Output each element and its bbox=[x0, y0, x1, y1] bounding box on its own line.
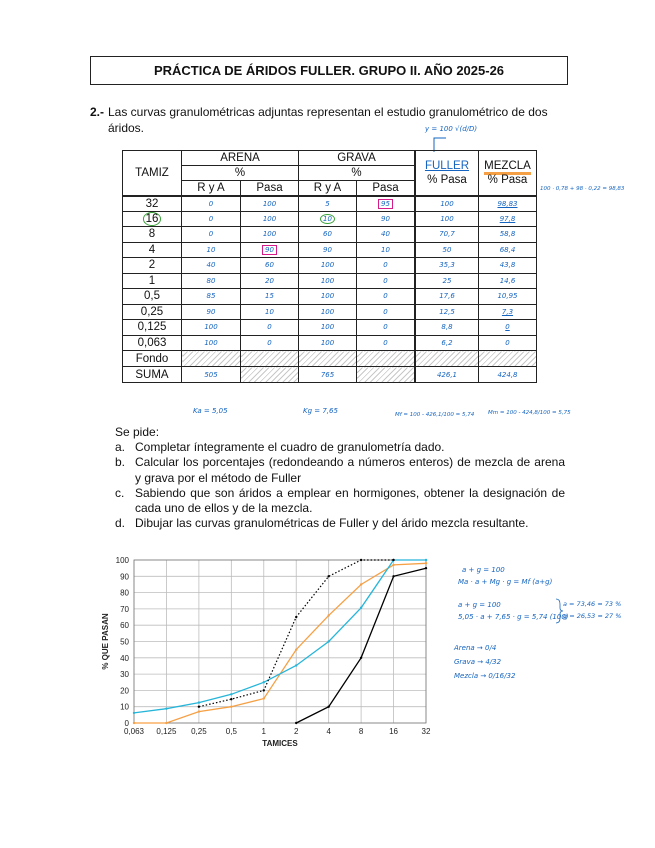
arena-pasa-cell-value: 100 bbox=[262, 214, 277, 223]
data-point bbox=[263, 681, 265, 683]
x-tick-label: 0,5 bbox=[225, 727, 237, 736]
x-axis-label: TAMICES bbox=[262, 739, 298, 748]
grava-pasa-cell-value: 0 bbox=[383, 261, 388, 270]
arena-pasa-cell-value: 20 bbox=[265, 276, 274, 285]
mezcla-cell-value: 14,6 bbox=[499, 276, 516, 285]
data-point bbox=[230, 698, 232, 700]
arena-rya-cell-value: 0 bbox=[208, 199, 214, 208]
data-point bbox=[360, 607, 362, 609]
header-tamiz: TAMIZ bbox=[123, 151, 182, 196]
arena-rya-cell-value: 100 bbox=[204, 323, 218, 332]
mezcla-cell-value: 58,8 bbox=[499, 230, 516, 239]
grava-pasa-cell bbox=[357, 258, 416, 274]
fuller-cell bbox=[415, 335, 479, 351]
arena-rya-cell-value: 0 bbox=[208, 214, 214, 223]
grava-rya-cell bbox=[299, 304, 357, 320]
question-text: Las curvas granulométricas adjuntas representan el estudio granulométrico de dos áridos. bbox=[108, 105, 548, 135]
arena-pasa-cell bbox=[241, 211, 299, 227]
grava-rya-cell-value: 100 bbox=[320, 338, 335, 347]
data-point bbox=[263, 697, 265, 699]
grava-pasa-cell-value: 0 bbox=[383, 307, 388, 316]
eq4-note: 5,05 · a + 7,65 · g = 5,74 (100) bbox=[458, 613, 569, 621]
data-point bbox=[295, 664, 297, 666]
page-title: PRÁCTICA DE ÁRIDOS FULLER. GRUPO II. AÑO 2025-26 bbox=[90, 56, 568, 85]
data-point bbox=[133, 712, 135, 714]
grava-pasa-cell bbox=[357, 196, 416, 212]
grava-rya-cell-value: 10 bbox=[320, 214, 335, 224]
granulometric-chart bbox=[100, 548, 450, 758]
fuller-cell bbox=[415, 273, 479, 289]
grava-pasa-cell-value: 95 bbox=[381, 199, 390, 208]
x-tick-label: 4 bbox=[326, 727, 331, 736]
data-point bbox=[263, 689, 265, 691]
grava-pasa-header: Pasa bbox=[357, 181, 416, 196]
arena-rya-cell bbox=[182, 273, 241, 289]
task-label: b. bbox=[115, 455, 126, 470]
arena-pasa-header: Pasa bbox=[241, 181, 299, 196]
series-line-fuller bbox=[134, 560, 426, 713]
data-point bbox=[230, 706, 232, 708]
data-point bbox=[327, 614, 329, 616]
fuller-formula-note: y = 100 √(d/D) bbox=[425, 125, 478, 133]
arena-pasa-cell bbox=[241, 320, 299, 336]
mezcla-cell-value: 10,95 bbox=[497, 292, 518, 301]
arena-rya-cell bbox=[182, 258, 241, 274]
mezcla-cell-value: 98,83 bbox=[497, 199, 518, 208]
fuller-cell bbox=[415, 211, 479, 227]
data-point bbox=[425, 562, 427, 564]
ka-note: Ka = 5,05 bbox=[193, 407, 228, 415]
y-tick-label: 40 bbox=[120, 653, 129, 663]
arena-rya-cell bbox=[182, 335, 241, 351]
table-row bbox=[123, 242, 537, 258]
task-text: Dibujar las curvas granulométricas de Fuller y del árido mezcla resultante. bbox=[135, 516, 529, 531]
task-text: Completar íntegramente el cuadro de granulometría dado. bbox=[135, 440, 445, 454]
y-tick-label: 90 bbox=[120, 572, 129, 582]
fondo-hatch bbox=[182, 351, 241, 367]
mezcla-cell bbox=[479, 304, 537, 320]
y-tick-label: 100 bbox=[115, 556, 129, 565]
suma-hatch bbox=[241, 367, 299, 383]
fuller-cell-value: 17,6 bbox=[439, 292, 455, 301]
mezcla-cell bbox=[479, 335, 537, 351]
header-grava: GRAVA bbox=[299, 151, 416, 166]
fuller-cell-value: 50 bbox=[442, 245, 452, 254]
tamiz-cell bbox=[123, 273, 182, 289]
arena-rya-cell bbox=[182, 320, 241, 336]
tamiz-cell bbox=[123, 320, 182, 336]
grava-pasa-cell-value: 0 bbox=[383, 323, 388, 332]
data-point bbox=[392, 559, 394, 561]
arena-pasa-cell-value: 60 bbox=[265, 261, 274, 270]
tamiz-cell-value: 0,125 bbox=[137, 321, 167, 334]
grava-pasa-cell bbox=[357, 242, 416, 258]
arena-pasa-cell bbox=[241, 242, 299, 258]
grava-pasa-cell bbox=[357, 335, 416, 351]
granulometry-table bbox=[122, 150, 537, 383]
series-line-arena bbox=[134, 563, 426, 723]
eq3-note: a + g = 100 bbox=[458, 601, 501, 609]
arena-rya-cell-value: 100 bbox=[204, 338, 218, 347]
arena-rya-cell bbox=[182, 227, 241, 243]
mezcla-cell-value: 7,3 bbox=[501, 307, 514, 316]
x-tick-label: 0,25 bbox=[191, 727, 207, 736]
data-point bbox=[327, 640, 329, 642]
arena-pasa-cell bbox=[241, 273, 299, 289]
task-label: d. bbox=[115, 516, 126, 531]
suma-grava: 765 bbox=[299, 367, 357, 383]
table-row bbox=[123, 304, 537, 320]
grava-pasa-cell bbox=[357, 273, 416, 289]
arena-pasa-cell bbox=[241, 196, 299, 212]
grava-rya-cell-value: 100 bbox=[320, 307, 335, 316]
arena-pasa-cell-value: 0 bbox=[267, 338, 272, 347]
grava-rya-cell-value: 100 bbox=[320, 276, 335, 285]
grava-percent: % bbox=[299, 166, 416, 181]
grava-rya-cell bbox=[299, 320, 357, 336]
tamiz-cell-value: 0,5 bbox=[144, 290, 160, 303]
table-row bbox=[123, 227, 537, 243]
x-tick-label: 32 bbox=[421, 727, 431, 736]
arena-percent: % bbox=[182, 166, 299, 181]
tamiz-cell bbox=[123, 258, 182, 274]
tamiz-cell-value: 0,25 bbox=[140, 305, 164, 318]
grava-rya-cell-value: 5 bbox=[325, 199, 330, 208]
suma-arena: 505 bbox=[182, 367, 241, 383]
arena-rya-cell-value: 10 bbox=[206, 245, 216, 254]
designation-mezcla: Mezcla → 0/16/32 bbox=[454, 672, 516, 680]
mezcla-cell-value: 97,8 bbox=[499, 214, 516, 223]
data-point bbox=[295, 616, 297, 618]
data-point bbox=[425, 567, 427, 569]
header-fuller bbox=[415, 151, 479, 196]
mezcla-cell-value: 0 bbox=[505, 338, 510, 347]
y-tick-label: 50 bbox=[120, 637, 129, 647]
fuller-cell bbox=[415, 289, 479, 305]
mezcla-cell bbox=[479, 227, 537, 243]
grava-rya-cell bbox=[299, 211, 357, 227]
data-point bbox=[327, 575, 329, 577]
fondo-hatch bbox=[479, 351, 537, 367]
data-point bbox=[295, 722, 297, 724]
data-point bbox=[392, 564, 394, 566]
header-mezcla bbox=[479, 151, 537, 196]
data-point bbox=[198, 710, 200, 712]
tamiz-cell bbox=[123, 242, 182, 258]
grava-pasa-cell-value: 40 bbox=[381, 230, 390, 239]
arena-rya-cell-value: 85 bbox=[206, 292, 216, 301]
arena-pasa-cell bbox=[241, 258, 299, 274]
grava-rya-cell bbox=[299, 227, 357, 243]
arena-rya-header: R y A bbox=[182, 181, 241, 196]
y-tick-label: 80 bbox=[120, 588, 129, 598]
kg-note: Kg = 7,65 bbox=[303, 407, 338, 415]
y-tick-label: 60 bbox=[120, 621, 129, 631]
result-a-note: a = 73,46 ≈ 73 % bbox=[563, 600, 622, 608]
header-arena: ARENA bbox=[182, 151, 299, 166]
data-point bbox=[198, 701, 200, 703]
grava-pasa-cell-value: 0 bbox=[383, 292, 388, 301]
x-tick-label: 0,125 bbox=[156, 727, 177, 736]
eq2-note: Ma · a + Mg · g = Mf (a+g) bbox=[458, 578, 553, 586]
arena-pasa-cell-value: 15 bbox=[265, 292, 274, 301]
x-tick-label: 1 bbox=[261, 727, 267, 736]
grava-rya-cell bbox=[299, 196, 357, 212]
arena-pasa-cell-value: 0 bbox=[267, 323, 272, 332]
suma-label: SUMA bbox=[123, 367, 182, 383]
grava-rya-cell-value: 100 bbox=[320, 292, 335, 301]
fuller-cell bbox=[415, 320, 479, 336]
mezcla-cell-value: 68,4 bbox=[499, 245, 516, 254]
grava-pasa-cell-value: 0 bbox=[383, 338, 388, 347]
task-item bbox=[115, 516, 565, 531]
fondo-hatch bbox=[299, 351, 357, 367]
fuller-cell-value: 70,7 bbox=[439, 230, 455, 239]
tamiz-cell bbox=[123, 196, 182, 212]
data-point bbox=[230, 693, 232, 695]
x-tick-label: 16 bbox=[389, 727, 399, 736]
arena-rya-cell bbox=[182, 211, 241, 227]
mezcla-cell-value: 0 bbox=[505, 323, 510, 332]
mezcla-formula-note: 100 · 0,78 + 98 · 0,22 = 98,83 bbox=[540, 186, 625, 192]
suma-hatch bbox=[357, 367, 416, 383]
fuller-label: FULLER bbox=[424, 159, 470, 172]
mezcla-label: MEZCLA bbox=[484, 160, 531, 175]
fondo-label: Fondo bbox=[123, 351, 182, 367]
tamiz-cell bbox=[123, 227, 182, 243]
arena-pasa-cell bbox=[241, 335, 299, 351]
task-item bbox=[115, 455, 565, 486]
fondo-hatch bbox=[415, 351, 479, 367]
data-point bbox=[360, 559, 362, 561]
grava-pasa-cell bbox=[357, 289, 416, 305]
data-point bbox=[327, 706, 329, 708]
mezcla-cell bbox=[479, 273, 537, 289]
fuller-cell bbox=[415, 227, 479, 243]
tamiz-cell bbox=[123, 289, 182, 305]
grava-rya-cell bbox=[299, 242, 357, 258]
x-tick-label: 2 bbox=[293, 727, 299, 736]
fuller-cell-value: 12,5 bbox=[439, 307, 455, 316]
table-row bbox=[123, 196, 537, 212]
data-point bbox=[165, 722, 167, 724]
data-point bbox=[360, 657, 362, 659]
y-axis-label: % QUE PASAN bbox=[101, 613, 110, 670]
arena-pasa-cell bbox=[241, 304, 299, 320]
fondo-hatch bbox=[241, 351, 299, 367]
task-text: Calcular los porcentajes (redondeando a números enteros) de mezcla de arena y grava por el método de Fuller bbox=[135, 455, 565, 485]
arena-rya-cell-value: 80 bbox=[206, 276, 216, 285]
arena-pasa-cell-value: 100 bbox=[262, 199, 277, 208]
mezcla-cell bbox=[479, 242, 537, 258]
table-row bbox=[123, 258, 537, 274]
grava-rya-cell bbox=[299, 273, 357, 289]
mezcla-cell bbox=[479, 258, 537, 274]
table-row bbox=[123, 289, 537, 305]
data-point bbox=[392, 575, 394, 577]
fuller-cell-value: 25 bbox=[442, 276, 452, 285]
tamiz-cell-value: 1 bbox=[148, 274, 156, 287]
arena-rya-cell-value: 90 bbox=[206, 307, 216, 316]
task-text: Sabiendo que son áridos a emplear en hormigones, obtener la designación de cada uno de ellos y de la mezcla. bbox=[135, 485, 565, 516]
grava-pasa-cell-value: 90 bbox=[381, 214, 390, 223]
fuller-cell-value: 100 bbox=[440, 199, 454, 208]
suma-fuller: 426,1 bbox=[415, 367, 479, 383]
arena-rya-cell bbox=[182, 304, 241, 320]
fuller-cell bbox=[415, 242, 479, 258]
question-number: 2.- bbox=[90, 105, 105, 119]
designation-arena: Arena → 0/4 bbox=[454, 644, 497, 652]
arena-pasa-cell-value: 100 bbox=[262, 230, 277, 239]
grava-pasa-cell bbox=[357, 227, 416, 243]
table-row bbox=[123, 320, 537, 336]
brace-icon bbox=[554, 598, 564, 624]
y-tick-label: 10 bbox=[120, 702, 129, 712]
arena-pasa-cell-value: 90 bbox=[265, 245, 274, 254]
fuller-cell bbox=[415, 304, 479, 320]
tamiz-cell-value: 4 bbox=[148, 243, 156, 256]
result-g-note: g = 26,53 ≈ 27 % bbox=[563, 612, 622, 620]
mezcla-pct-pasa: % Pasa bbox=[487, 173, 528, 186]
table-row bbox=[123, 211, 537, 227]
data-point bbox=[198, 706, 200, 708]
grava-rya-cell-value: 100 bbox=[320, 261, 335, 270]
grava-pasa-cell bbox=[357, 320, 416, 336]
grava-rya-cell bbox=[299, 289, 357, 305]
mf-note: Mf = 100 - 426,1/100 = 5,74 bbox=[395, 412, 475, 418]
tasks-list bbox=[115, 440, 565, 532]
arena-rya-cell bbox=[182, 196, 241, 212]
arena-rya-cell-value: 0 bbox=[208, 230, 214, 239]
tamiz-cell-value: 0,063 bbox=[137, 336, 167, 349]
suma-mezcla: 424,8 bbox=[479, 367, 537, 383]
fuller-cell-value: 100 bbox=[440, 214, 454, 223]
data-point bbox=[165, 707, 167, 709]
mezcla-cell-value: 43,8 bbox=[499, 261, 516, 270]
arena-rya-cell bbox=[182, 242, 241, 258]
grava-pasa-cell-value: 10 bbox=[381, 245, 390, 254]
designation-grava: Grava → 4/32 bbox=[454, 658, 502, 666]
data-point bbox=[425, 559, 427, 561]
mm-note: Mm = 100 - 424,8/100 = 5,75 bbox=[488, 410, 571, 416]
fuller-cell-value: 35,3 bbox=[439, 261, 455, 270]
data-point bbox=[360, 583, 362, 585]
grava-rya-cell-value: 60 bbox=[323, 230, 332, 239]
fuller-cell bbox=[415, 196, 479, 212]
task-item bbox=[115, 486, 565, 517]
mezcla-cell bbox=[479, 320, 537, 336]
y-tick-label: 20 bbox=[120, 686, 129, 696]
grava-rya-header: R y A bbox=[299, 181, 357, 196]
grava-rya-cell-value: 100 bbox=[320, 323, 335, 332]
tamiz-cell bbox=[123, 335, 182, 351]
task-label: c. bbox=[115, 485, 125, 500]
tamiz-cell-value: 16 bbox=[143, 212, 162, 226]
arena-pasa-cell bbox=[241, 289, 299, 305]
arena-rya-cell bbox=[182, 289, 241, 305]
fuller-cell-value: 6,2 bbox=[441, 338, 453, 347]
arena-pasa-cell-value: 10 bbox=[265, 307, 274, 316]
data-point bbox=[295, 648, 297, 650]
fuller-pct-pasa: % Pasa bbox=[427, 173, 467, 186]
x-tick-label: 0,063 bbox=[123, 727, 145, 736]
tamiz-cell bbox=[123, 304, 182, 320]
grava-pasa-cell-value: 0 bbox=[383, 276, 388, 285]
mezcla-cell bbox=[479, 289, 537, 305]
table-row bbox=[123, 273, 537, 289]
tamiz-cell-value: 8 bbox=[148, 228, 156, 241]
mezcla-cell bbox=[479, 211, 537, 227]
grava-pasa-cell bbox=[357, 211, 416, 227]
tamiz-cell-value: 32 bbox=[145, 197, 159, 210]
eq1-note: a + g = 100 bbox=[462, 566, 505, 574]
fuller-cell bbox=[415, 258, 479, 274]
task-item bbox=[115, 440, 565, 455]
tasks-intro: Se pide: bbox=[115, 425, 160, 439]
tamiz-cell bbox=[123, 211, 182, 227]
fuller-cell-value: 8,8 bbox=[441, 323, 453, 332]
arena-rya-cell-value: 40 bbox=[206, 261, 216, 270]
fondo-hatch bbox=[357, 351, 416, 367]
task-label: a. bbox=[115, 440, 126, 454]
mezcla-cell bbox=[479, 196, 537, 212]
grava-rya-cell-value: 90 bbox=[323, 245, 332, 254]
y-tick-label: 30 bbox=[120, 670, 129, 680]
grava-rya-cell bbox=[299, 258, 357, 274]
tamiz-cell-value: 2 bbox=[148, 259, 156, 272]
x-tick-label: 8 bbox=[358, 727, 364, 736]
y-tick-label: 0 bbox=[124, 719, 129, 728]
arena-pasa-cell bbox=[241, 227, 299, 243]
grava-pasa-cell bbox=[357, 304, 416, 320]
grava-rya-cell bbox=[299, 335, 357, 351]
table-row bbox=[123, 335, 537, 351]
data-point bbox=[133, 722, 135, 724]
y-tick-label: 70 bbox=[120, 604, 129, 614]
